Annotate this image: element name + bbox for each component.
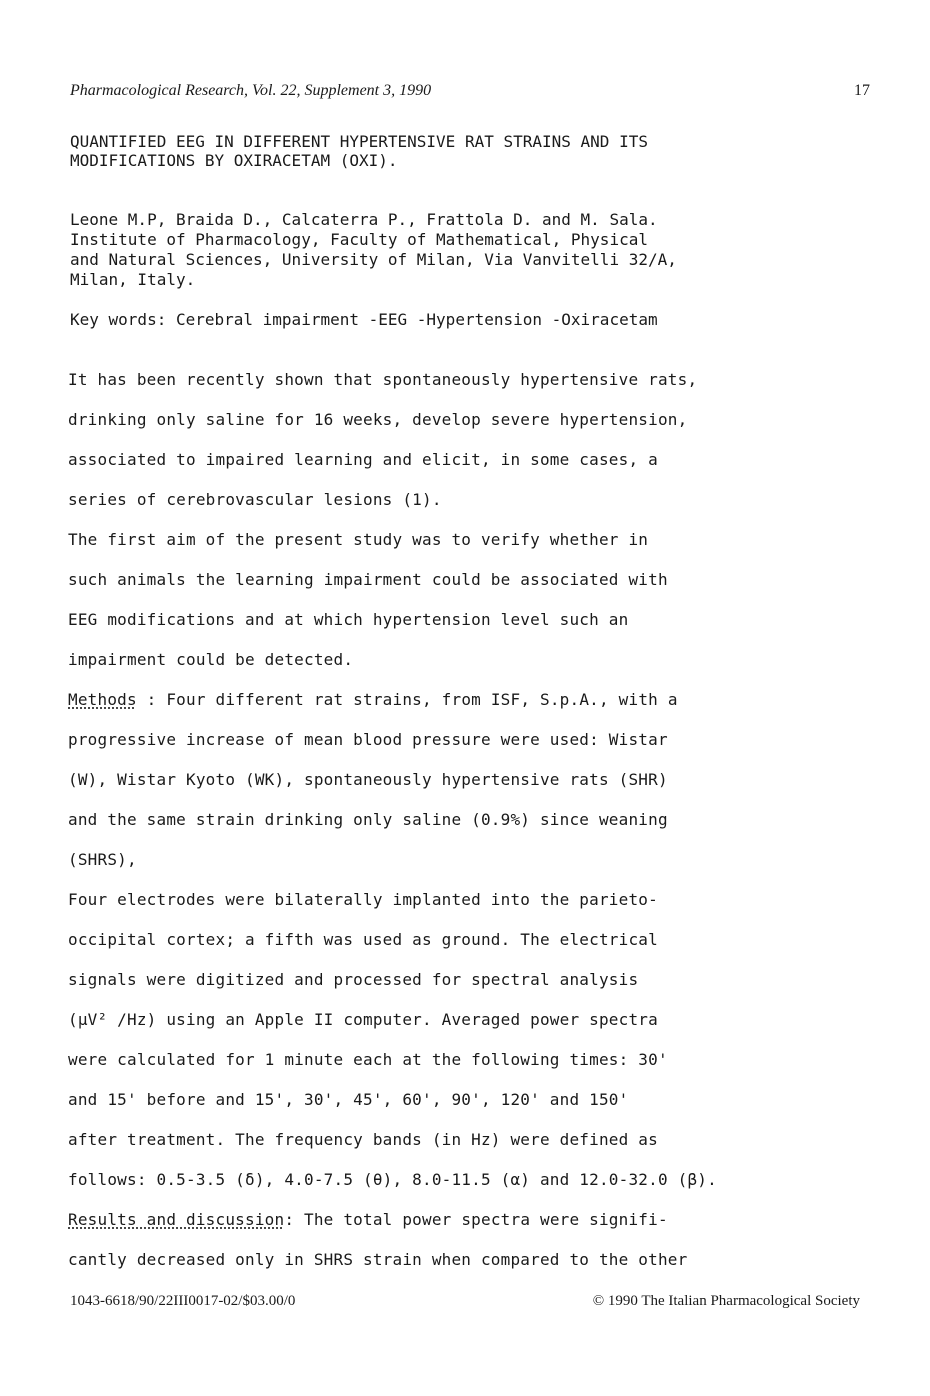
body-line: The first aim of the present study was to verify whether in [68,530,649,549]
methods-heading: Methods [68,690,137,709]
body-line: such animals the learning impairment could be associated with [68,570,668,589]
body-line: impairment could be detected. [68,650,354,669]
body-line: signals were digitized and processed for spectral analysis [68,970,639,989]
body-line: cantly decreased only in SHRS strain when compared to the other [68,1250,688,1269]
article-title [70,132,870,170]
body-line: after treatment. The frequency bands (in Hz) were defined as [68,1130,658,1149]
body-line [68,689,868,729]
keywords: Key words: Cerebral impairment -EEG -Hypertension -Oxiracetam [70,310,658,329]
copyright-notice: © 1990 The Italian Pharmacological Society [592,1293,860,1309]
abstract-body [68,369,868,1289]
body-line: It has been recently shown that spontaneously hypertensive rats, [68,370,698,389]
body-line: series of cerebrovascular lesions (1). [68,490,442,509]
body-line: and 15' before and 15', 30', 45', 60', 90', 120' and 150' [68,1090,629,1109]
affiliation-line: and Natural Sciences, University of Milan, Via Vanvitelli 32/A, [70,250,677,269]
body-line: drinking only saline for 16 weeks, develop severe hypertension, [68,410,688,429]
body-line: and the same strain drinking only saline (0.9%) since weaning [68,810,668,829]
journal-citation: Pharmacological Research, Vol. 22, Supplement 3, 1990 [70,82,432,99]
article-code: 1043-6618/90/22III0017-02/$03.00/0 [70,1293,296,1309]
author-names: Leone M.P, Braida D., Calcaterra P., Frattola D. and M. Sala. [70,210,658,229]
body-line: Four electrodes were bilaterally implanted into the parieto- [68,890,658,909]
body-line-text: : Four different rat strains, from ISF, S.p.A., with a [136,690,678,709]
page-number: 17 [854,82,870,99]
body-line: occipital cortex; a fifth was used as ground. The electrical [68,930,658,949]
title-line: MODIFICATIONS BY OXIRACETAM (OXI). [70,151,398,170]
affiliation-line: Institute of Pharmacology, Faculty of Mathematical, Physical [70,230,648,249]
body-line: (SHRS), [68,850,137,869]
body-line [68,1209,868,1249]
results-heading: Results and discussion [68,1210,285,1229]
body-line: progressive increase of mean blood pressure were used: Wistar [68,730,668,749]
body-line: EEG modifications and at which hypertension level such an [68,610,629,629]
body-line: associated to impaired learning and elicit, in some cases, a [68,450,658,469]
body-line-text: : The total power spectra were signifi- [284,1210,668,1229]
running-head [70,82,870,100]
page-footer [70,1293,860,1310]
affiliation-line: Milan, Italy. [70,270,196,289]
body-line: (µV² /Hz) using an Apple II computer. Averaged power spectra [68,1010,658,1029]
author-block [70,210,870,290]
title-line: QUANTIFIED EEG IN DIFFERENT HYPERTENSIVE RAT STRAINS AND ITS [70,132,648,151]
body-line: were calculated for 1 minute each at the following times: 30' [68,1050,668,1069]
body-line: follows: 0.5-3.5 (δ), 4.0-7.5 (θ), 8.0-11.5 (α) and 12.0-32.0 (β). [68,1170,717,1189]
body-line: (W), Wistar Kyoto (WK), spontaneously hypertensive rats (SHR) [68,770,668,789]
